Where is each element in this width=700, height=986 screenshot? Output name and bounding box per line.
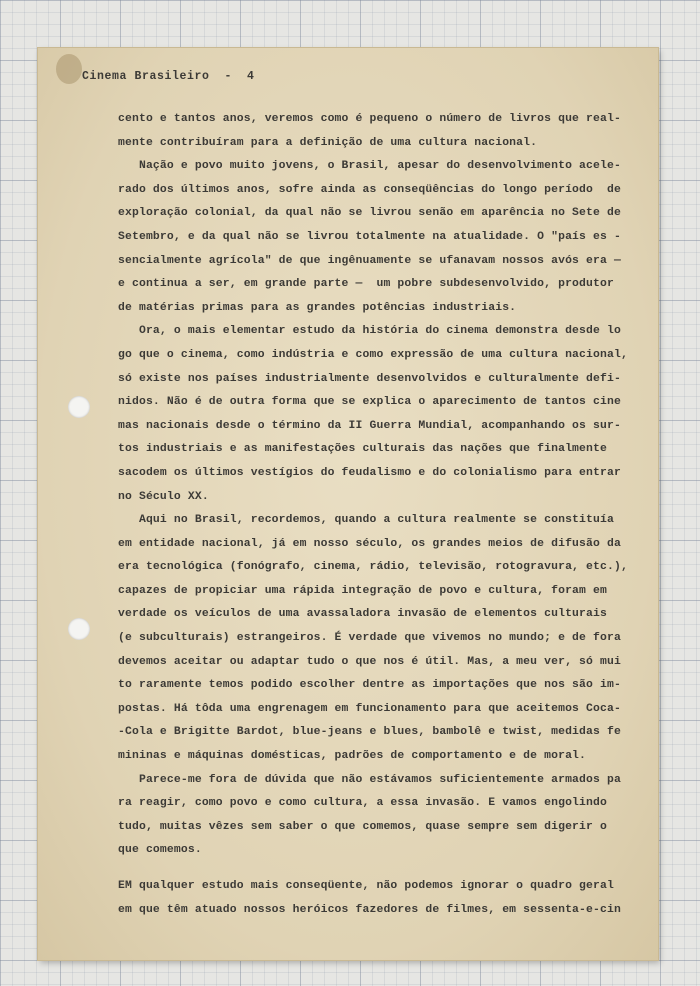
text-line: em que têm atuado nossos heróicos fazedores de filmes, em sessenta-e-cin xyxy=(118,903,621,916)
page-header: Cinema Brasileiro - 4 xyxy=(82,70,255,83)
text-line: capazes de propiciar uma rápida integração de povo e cultura, foram em xyxy=(118,584,607,597)
text-line: tos industriais e as manifestações culturais das nações que finalmente xyxy=(118,443,607,456)
text-line: era tecnológica (fonógrafo, cinema, rádio, televisão, rotogravura, etc.), xyxy=(118,561,628,574)
body-text xyxy=(118,108,648,922)
text-line: de matérias primas para as grandes potências industriais. xyxy=(118,301,517,314)
paragraph xyxy=(118,320,648,509)
paragraph xyxy=(118,509,648,769)
text-line: Aqui no Brasil, recordemos, quando a cultura realmente se constituía xyxy=(118,514,614,527)
text-line: to raramente temos podido escolher dentre as importações que nos são im- xyxy=(118,679,621,692)
text-line: mente contribuíram para a definição de uma cultura nacional. xyxy=(118,136,538,149)
text-line: devemos aceitar ou adaptar tudo o que nos é útil. Mas, a meu ver, só mui xyxy=(118,655,621,668)
text-line: Setembro, e da qual não se livrou totalmente na atualidade. O "país es - xyxy=(118,230,621,243)
text-line: Nação e povo muito jovens, o Brasil, apesar do desenvolvimento acele- xyxy=(118,160,621,173)
paragraph xyxy=(118,875,648,922)
text-line: nidos. Não é de outra forma que se explica o aparecimento de tantos cine xyxy=(118,396,621,409)
paragraph xyxy=(118,769,648,863)
text-line: ra reagir, como povo e como cultura, a essa invasão. E vamos engolindo xyxy=(118,797,607,810)
text-line: que comemos. xyxy=(118,844,202,857)
text-line: verdade os veículos de uma avassaladora invasão de elementos culturais xyxy=(118,608,607,621)
text-line: tudo, muitas vêzes sem saber o que comemos, quase sempre sem digerir o xyxy=(118,820,607,833)
text-line: EM qualquer estudo mais conseqüente, não podemos ignorar o quadro geral xyxy=(118,880,614,892)
typewritten-page xyxy=(38,48,658,960)
text-line: exploração colonial, da qual não se livrou senão em aparência no Sete de xyxy=(118,207,621,220)
paragraph xyxy=(118,155,648,320)
text-line: no Século XX. xyxy=(118,490,209,503)
text-line: e continua a ser, em grande parte — um pobre subdesenvolvido, produtor xyxy=(118,278,614,291)
text-line: sencialmente agrícola" de que ingênuamente se ufanavam nossos avós era — xyxy=(118,254,621,267)
text-line: mas nacionais desde o término da II Guerra Mundial, acompanhando os sur- xyxy=(118,419,621,432)
punch-hole xyxy=(68,618,90,640)
text-line: só existe nos países industrialmente desenvolvidos e culturalmente defi- xyxy=(118,372,621,385)
text-line: cento e tantos anos, veremos como é pequeno o número de livros que real- xyxy=(118,113,621,125)
paper-stain xyxy=(56,54,82,84)
paragraph-gap xyxy=(118,863,648,875)
text-line: (e subculturais) estrangeiros. É verdade que vivemos no mundo; e de fora xyxy=(118,632,621,645)
text-line: sacodem os últimos vestígios do feudalismo e do colonialismo para entrar xyxy=(118,466,621,479)
text-line: go que o cinema, como indústria e como expressão de uma cultura nacional, xyxy=(118,348,628,361)
text-line: rado dos últimos anos, sofre ainda as conseqüências do longo período de xyxy=(118,183,621,196)
punch-hole xyxy=(68,396,90,418)
text-line: mininas e máquinas domésticas, padrões de comportamento e de moral. xyxy=(118,750,587,763)
text-line: Parece-me fora de dúvida que não estávamos suficientemente armados pa xyxy=(118,773,621,786)
text-line: Ora, o mais elementar estudo da história do cinema demonstra desde lo xyxy=(118,325,621,338)
text-line: -Cola e Brigitte Bardot, blue-jeans e blues, bambolê e twist, medidas fe xyxy=(118,726,621,739)
text-line: postas. Há tôda uma engrenagem em funcionamento para que aceitemos Coca- xyxy=(118,702,621,715)
text-line: em entidade nacional, já em nosso século, os grandes meios de difusão da xyxy=(118,537,621,550)
paragraph xyxy=(118,108,648,155)
